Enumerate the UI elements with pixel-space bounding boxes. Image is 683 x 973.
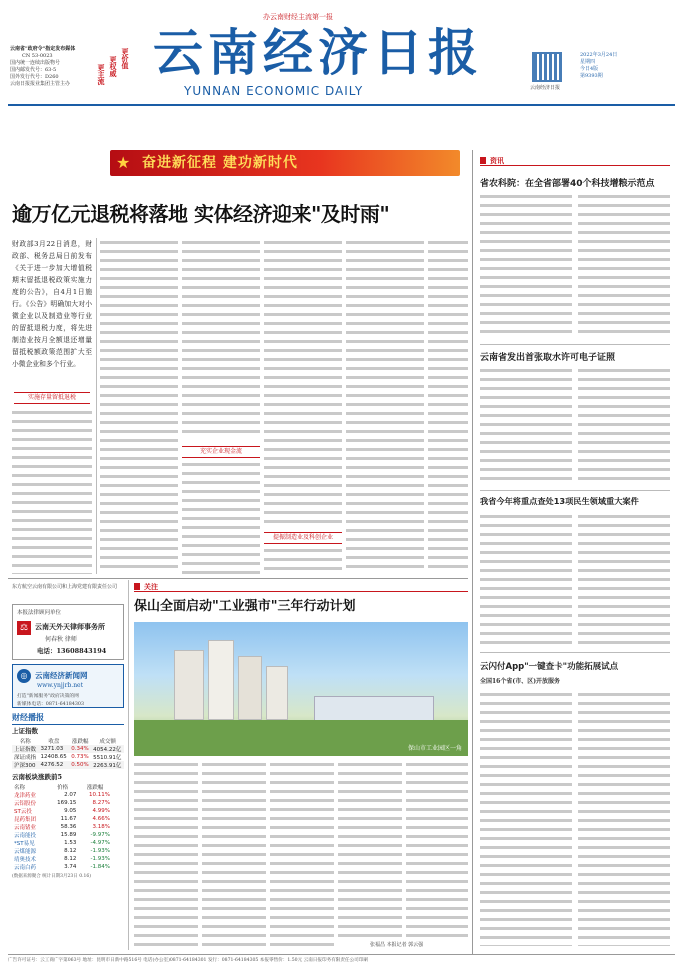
website-box — [12, 664, 124, 708]
table-row — [12, 855, 112, 863]
masthead-stamp — [97, 48, 130, 98]
table-row — [12, 799, 112, 807]
advert-company: 东方航空云南有限公司和上海党建有限责任公司 — [12, 584, 118, 590]
market-close: 3271.03 — [40, 746, 64, 752]
lead-col3b-text — [182, 460, 260, 574]
stock-price: 15.89 — [60, 832, 77, 838]
masthead — [8, 8, 675, 102]
stock-header-name: 名称 — [14, 785, 26, 791]
photo-building — [174, 650, 204, 720]
news-marker-icon — [480, 157, 486, 164]
stamp-line-3: 更主流 — [97, 64, 106, 85]
market-name: 沪深300 — [14, 763, 36, 769]
right-h2-col1 — [480, 366, 572, 484]
table-row — [12, 823, 112, 831]
follow-tag — [134, 582, 468, 592]
stock-pct: 10.11% — [89, 792, 110, 798]
right-h1-col1 — [480, 192, 572, 338]
lead-col4-text — [264, 238, 342, 528]
stock-name: *ST易见 — [14, 841, 35, 847]
stock-name: 昆药集团 — [14, 817, 37, 823]
qr-code — [532, 52, 562, 82]
right-h3-col1 — [480, 512, 572, 644]
lead-col6-text — [428, 238, 468, 574]
follow-col3 — [270, 760, 334, 950]
stocks-title: 云南板块涨跌前5 — [12, 773, 63, 781]
market-header-pct: 涨跌幅 — [71, 739, 89, 745]
globe-icon: ◎ — [17, 669, 31, 683]
stock-price: 169.15 — [57, 800, 77, 806]
lead-col4b-text — [264, 546, 342, 574]
info-sponsor: 云南日报报业集团主管主办 — [10, 81, 71, 87]
stock-price: 8.12 — [64, 848, 77, 854]
lead-col5-text — [346, 238, 424, 574]
market-close: 12408.65 — [40, 754, 67, 760]
finance-section — [12, 712, 124, 950]
right-h4-col1 — [480, 690, 572, 946]
info-code2: 国外发行代号：D260 — [10, 74, 59, 80]
site-name: 云南经济新闻网 — [35, 671, 88, 680]
right-h3: 我省今年将重点查处13项民生领域重大案件 — [480, 496, 639, 506]
right-divider-3 — [480, 652, 670, 653]
advert-lawyer: 何春秋 律师 — [45, 636, 77, 643]
info-cn: CN 53-0023 — [22, 53, 53, 59]
market-amt: 4054.22亿 — [93, 747, 122, 753]
right-h1: 省农科院：在全省部署40个科技增粮示范点 — [480, 179, 655, 189]
stock-price: 58.36 — [60, 824, 77, 830]
site-tel: 新媒体电话：0871-64184303 — [17, 702, 85, 707]
stock-header-price: 价格 — [57, 785, 69, 791]
site-url[interactable]: www.ynjjrb.net — [37, 682, 84, 689]
photo-building — [208, 640, 234, 720]
advert-firm: 云南天外天律师事务所 — [35, 622, 105, 631]
right-h3-col2 — [578, 512, 670, 644]
right-divider-1 — [480, 344, 670, 345]
stock-price: 11.67 — [60, 816, 77, 822]
table-row — [12, 745, 124, 753]
stock-name: 云南能投 — [14, 833, 37, 839]
photo-building — [238, 656, 262, 720]
issue-pages: 今日4版 — [580, 66, 599, 72]
site-sub: 打造"新闻服务"政府决策的网 — [17, 694, 79, 699]
masthead-right-info — [580, 52, 670, 80]
finance-sub: 上证指数 — [12, 727, 38, 735]
right-h2: 云南省发出首张取水许可电子证照 — [480, 353, 616, 363]
market-header-close: 收盘 — [48, 739, 60, 745]
table-row — [12, 839, 112, 847]
stock-header-pct: 涨跌幅 — [86, 785, 104, 791]
stock-pct: -1.84% — [90, 864, 110, 870]
stock-price: 3.74 — [64, 864, 77, 870]
photo-caption: 保山市工业园区一角 — [407, 745, 462, 752]
lead-sub3: 提振制造业及科创企业 — [264, 532, 342, 544]
stock-price: 9.05 — [64, 808, 77, 814]
stock-pct: 8.27% — [92, 800, 110, 806]
lead-col2-text — [100, 238, 178, 574]
table-row — [12, 761, 124, 769]
stock-pct: 4.99% — [92, 808, 110, 814]
lead-sub2: 充实企业现金流 — [182, 446, 260, 458]
stock-name: 云南锗业 — [14, 825, 37, 831]
lead-headline: 逾万亿元退税将落地 实体经济迎来"及时雨" — [12, 202, 390, 226]
follow-label: 关注 — [144, 582, 158, 591]
follow-marker-icon — [134, 583, 140, 590]
right-h1-col2 — [578, 192, 670, 338]
follow-byline: 张福昌 本报记者 郭云强 — [370, 942, 424, 948]
banner — [110, 150, 460, 176]
stock-pct: -4.97% — [90, 840, 110, 846]
advert-box — [12, 604, 124, 660]
follow-headline: 保山全面启动"工业强市"三年行动计划 — [134, 599, 356, 614]
star-icon: ★ — [116, 153, 131, 172]
banner-slogan: 奋进新征程 建功新时代 — [142, 155, 298, 171]
lead-col3-text — [182, 238, 260, 438]
photo-factory — [314, 696, 434, 722]
advert-divider — [128, 580, 129, 950]
stamp-line-1: 更价值 — [121, 48, 130, 69]
table-row — [12, 863, 112, 871]
stock-name: 云煤能源 — [14, 849, 37, 855]
footer-text: 广告许可证号：云工商广字第063号 地址：昆明市日新中路516号 电话(办公室)0871-64184301 发行：0871-64184305 本报零售价：1.50元 云南日报印务有限责任公司印刷 — [8, 958, 368, 963]
right-h2-col2 — [578, 366, 670, 484]
masthead-slogan: 办云南财经主流第一报 — [263, 13, 333, 21]
issue-number: 第9393期 — [580, 73, 603, 79]
right-h4-sub: 全国16个省(市、区)开放服务 — [480, 678, 561, 685]
follow-col5 — [406, 760, 468, 940]
finance-footer: (数据来源聚合 统计日期3月23日 0.16) — [12, 874, 91, 879]
follow-col2 — [202, 760, 266, 950]
feature-photo — [134, 622, 468, 756]
info-code: 国内邮发代号：63-5 — [10, 67, 57, 73]
news-label: 资讯 — [490, 156, 504, 165]
stock-name: 云铝股份 — [14, 801, 37, 807]
advert-phone: 电话：13608843194 — [37, 647, 107, 655]
stock-name: 靖奥技术 — [14, 857, 37, 863]
issue-date: 2022年3月24日 — [580, 52, 618, 58]
market-name: 上证指数 — [14, 747, 37, 753]
masthead-left-info — [10, 46, 98, 88]
stocks-table — [12, 783, 112, 871]
scale-icon: ⚖ — [17, 621, 31, 635]
table-row — [12, 847, 112, 855]
follow-col1 — [134, 760, 198, 950]
info-issn: 国内统一连续出版物号 — [10, 60, 61, 66]
stock-name: 云南白药 — [14, 865, 37, 871]
lead-intro: 财政部3月22日消息，财政部、税务总局日前发布《关于进一步加大增值税期末留抵退税政策实施力度的公告》，自4月1日施行。《公告》明确加大对小微企业以及制造业等行业的留抵退税力度，将先进制造业按月全额退还增量留抵税额政策范围扩大至小微企业和多个行业。 — [12, 240, 92, 368]
masthead-title: 云南经济日报 — [153, 23, 483, 82]
market-pct: 0.50% — [71, 762, 89, 768]
table-row — [12, 807, 112, 815]
issue-weekday: 星期四 — [580, 59, 596, 65]
table-row — [12, 753, 124, 761]
col-divider — [96, 238, 97, 574]
stock-pct: 3.18% — [92, 824, 110, 830]
market-header-amt: 成交额 — [99, 739, 116, 745]
market-table — [12, 737, 124, 769]
market-close: 4276.52 — [40, 762, 64, 768]
market-header-name: 名称 — [19, 739, 31, 745]
lead-col1-text — [12, 408, 92, 574]
follow-col4 — [338, 760, 402, 940]
main-right-divider — [472, 150, 473, 955]
right-h4: 云闪付App"一键查卡"功能拓展试点 — [480, 662, 619, 672]
masthead-divider — [8, 104, 675, 106]
market-amt: 5510.91亿 — [93, 755, 122, 761]
market-name: 深证成指 — [14, 755, 37, 761]
footer-line — [8, 954, 675, 955]
news-tag — [480, 156, 670, 166]
market-pct: 0.34% — [71, 746, 89, 752]
stock-price: 1.53 — [64, 840, 77, 846]
market-amt: 2263.91亿 — [93, 763, 122, 769]
stock-pct: -1.93% — [90, 848, 110, 854]
table-row — [12, 815, 112, 823]
table-row — [12, 791, 112, 799]
masthead-title-en: YUNNAN ECONOMIC DAILY — [184, 84, 364, 98]
advert-label: 本报法律顾问单位 — [17, 610, 62, 616]
market-pct: 0.73% — [71, 754, 89, 760]
stock-price: 8.12 — [64, 856, 77, 862]
stamp-line-2: 更权威 — [109, 56, 118, 77]
stock-pct: -9.97% — [90, 832, 110, 838]
right-divider-2 — [480, 490, 670, 491]
photo-building — [266, 666, 288, 720]
table-row — [12, 831, 112, 839]
stock-pct: 4.66% — [92, 816, 110, 822]
right-h4-col2 — [578, 690, 670, 946]
box-label: 实施存量留抵退税 — [14, 392, 90, 404]
info-line1: 云南省"政府令"指定发布媒体 — [10, 46, 76, 52]
stock-pct: -1.93% — [90, 856, 110, 862]
qr-label: 云南经济日报 — [530, 85, 561, 91]
stock-name: 龙津药业 — [14, 793, 37, 799]
finance-title: 财经播报 — [12, 712, 124, 725]
stock-name: ST云投 — [14, 809, 32, 815]
advert-top-line — [8, 578, 468, 579]
stock-price: 2.07 — [64, 792, 77, 798]
